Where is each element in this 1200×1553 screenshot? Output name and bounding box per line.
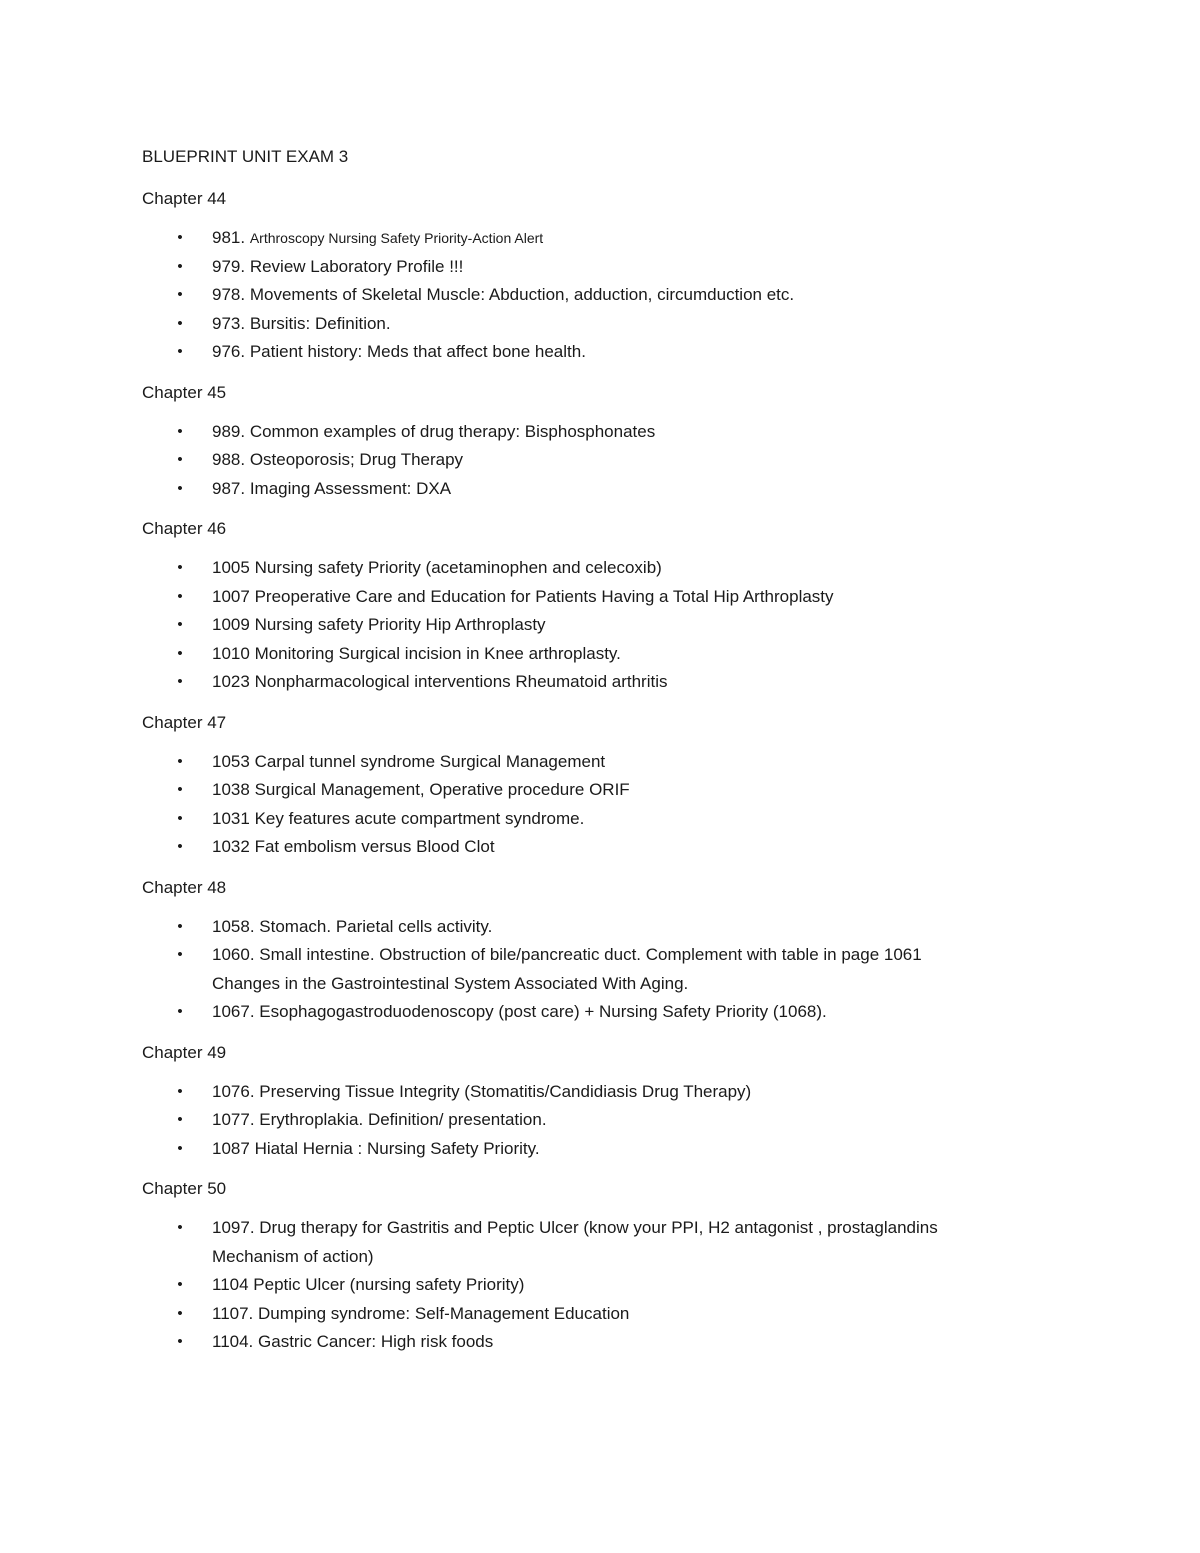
bullet-icon: • [177, 314, 183, 332]
chapter-item-list [142, 913, 1072, 1027]
item-text: Nursing safety Priority (acetaminophen and celecoxib) [254, 558, 662, 577]
item-text: Hiatal Hernia : Nursing Safety Priority. [254, 1138, 540, 1158]
page-number: 1010 [212, 643, 250, 663]
chapter-section [142, 1178, 1072, 1357]
list-item [142, 941, 1072, 998]
item-text: Nursing safety Priority Hip Arthroplasty [254, 615, 546, 634]
item-text: Carpal tunnel syndrome Surgical Management [254, 751, 606, 771]
bullet-icon: • [177, 838, 183, 855]
list-item [142, 338, 1072, 367]
item-text: Arthroscopy Nursing Safety Priority-Action Alert [249, 230, 544, 246]
item-text: Common examples of drug therapy: Bisphosphonates [249, 421, 656, 441]
bullet-icon: • [177, 1304, 183, 1322]
item-text: Preoperative Care and Education for Patients Having a Total Hip Arthroplasty [254, 586, 834, 606]
list-item [142, 833, 1072, 862]
chapter-section [142, 712, 1072, 862]
chapter-heading: Chapter 47 [142, 712, 227, 732]
page-number: 1107. [212, 1303, 254, 1323]
item-text: Osteoporosis; Drug Therapy [249, 450, 464, 469]
item-text: Esophagogastroduodenoscopy (post care) + Nursing Safety Priority (1068). [259, 1002, 827, 1021]
chapter-heading: Chapter 46 [142, 519, 227, 538]
page-number: 1067. [212, 1002, 255, 1021]
page-number: 1031 [212, 808, 250, 828]
chapter-heading: Chapter 48 [142, 877, 227, 897]
item-text: Imaging Assessment: DXA [249, 478, 452, 498]
bullet-icon: • [177, 422, 183, 440]
bullet-icon: • [177, 229, 183, 246]
page-number: 1104. [212, 1332, 254, 1351]
item-text-continuation: Changes in the Gastrointestinal System Associated With Aging. [212, 973, 689, 993]
item-text: Nonpharmacological interventions Rheumatoid arthritis [254, 672, 668, 691]
item-text: Monitoring Surgical incision in Knee arthroplasty. [254, 643, 621, 663]
bullet-icon: • [177, 587, 183, 605]
item-text: Small intestine. Obstruction of bile/pancreatic duct. Complement with table in page 1061 [259, 945, 922, 964]
page-number: 973. [212, 313, 246, 333]
item-text: Bursitis: Definition. [249, 313, 391, 333]
item-text: Patient history: Meds that affect bone health. [249, 342, 586, 361]
page-number: 1097. [212, 1218, 255, 1237]
item-text-continuation: Mechanism of action) [212, 1246, 374, 1266]
list-item [142, 1214, 1072, 1271]
page-number: 988. [212, 450, 246, 469]
page-number: 1104 [212, 1275, 249, 1294]
chapter-heading: Chapter 44 [142, 189, 227, 208]
bullet-icon: • [177, 257, 183, 275]
list-item [142, 1106, 1072, 1135]
item-text: Review Laboratory Profile !!! [249, 256, 464, 276]
page-number: 1009 [212, 615, 250, 634]
chapter-item-list [142, 224, 1072, 367]
page-number: 976. [212, 342, 246, 361]
page-number: 981. [212, 228, 246, 247]
list-item [142, 611, 1072, 640]
chapter-item-list [142, 1078, 1072, 1164]
page-number: 979. [212, 256, 246, 276]
item-text: Key features acute compartment syndrome. [254, 808, 585, 828]
item-text: Dumping syndrome: Self-Management Education [258, 1303, 630, 1323]
list-item [142, 418, 1072, 447]
page-number: 1032 [212, 837, 250, 856]
list-item [142, 310, 1072, 339]
bullet-icon: • [177, 343, 183, 360]
page-number: 1038 [212, 780, 250, 799]
page-number: 1023 [212, 672, 250, 691]
list-item [142, 805, 1072, 834]
bullet-icon: • [177, 451, 183, 468]
chapter-section [142, 1042, 1072, 1164]
chapter-heading: Chapter 45 [142, 382, 227, 402]
page-number: 1058. [212, 916, 255, 936]
chapter-section [142, 877, 1072, 1027]
page-number: 1077. [212, 1110, 255, 1129]
document-title: BLUEPRINT UNIT EXAM 3 [142, 147, 349, 166]
item-text: Drug therapy for Gastritis and Peptic Ulcer (know your PPI, H2 antagonist , prostaglandins [259, 1218, 938, 1237]
chapter-item-list [142, 554, 1072, 697]
page-number: 987. [212, 478, 246, 498]
chapter-list [142, 188, 1072, 1357]
item-text: Erythroplakia. Definition/ presentation. [259, 1110, 547, 1129]
chapter-item-list [142, 418, 1072, 504]
item-text: Movements of Skeletal Muscle: Abduction, adduction, circumduction etc. [249, 285, 795, 304]
bullet-icon: • [177, 917, 183, 935]
list-item [142, 281, 1072, 310]
list-item [142, 224, 1072, 253]
chapter-heading: Chapter 49 [142, 1042, 227, 1062]
list-item [142, 475, 1072, 504]
bullet-icon: • [177, 1219, 183, 1236]
page-number: 1007 [212, 586, 250, 606]
bullet-icon: • [177, 1276, 183, 1293]
chapter-item-list [142, 748, 1072, 862]
list-item [142, 668, 1072, 697]
list-item [142, 776, 1072, 805]
list-item [142, 554, 1072, 583]
list-item [142, 583, 1072, 612]
page-number: 1053 [212, 751, 250, 771]
bullet-icon: • [177, 1139, 183, 1157]
item-text: Peptic Ulcer (nursing safety Priority) [253, 1275, 525, 1294]
bullet-icon: • [177, 644, 183, 662]
bullet-icon: • [177, 1003, 183, 1020]
list-item [142, 253, 1072, 282]
bullet-icon: • [177, 1111, 183, 1128]
bullet-icon: • [177, 559, 183, 576]
list-item [142, 640, 1072, 669]
item-text: Surgical Management, Operative procedure ORIF [254, 780, 630, 799]
list-item [142, 998, 1072, 1027]
bullet-icon: • [177, 1333, 183, 1350]
list-item [142, 446, 1072, 475]
chapter-section [142, 518, 1072, 697]
list-item [142, 1300, 1072, 1329]
chapter-section [142, 188, 1072, 367]
list-item [142, 1078, 1072, 1107]
chapter-section [142, 382, 1072, 504]
list-item [142, 1271, 1072, 1300]
bullet-icon: • [177, 616, 183, 633]
page-number: 978. [212, 285, 246, 304]
page-number: 989. [212, 421, 246, 441]
bullet-icon: • [177, 946, 183, 963]
bullet-icon: • [177, 809, 183, 827]
page-number: 1005 [212, 558, 250, 577]
page-number: 1060. [212, 945, 255, 964]
page-number: 1087 [212, 1138, 250, 1158]
bullet-icon: • [177, 781, 183, 798]
bullet-icon: • [177, 1082, 183, 1100]
bullet-icon: • [177, 673, 183, 690]
item-text: Fat embolism versus Blood Clot [254, 837, 495, 856]
item-text: Preserving Tissue Integrity (Stomatitis/Candidiasis Drug Therapy) [259, 1081, 752, 1101]
page-number: 1076. [212, 1081, 255, 1101]
chapter-heading: Chapter 50 [142, 1179, 227, 1198]
item-text: Gastric Cancer: High risk foods [258, 1332, 494, 1351]
bullet-icon: • [177, 752, 183, 770]
bullet-icon: • [177, 286, 183, 303]
bullet-icon: • [177, 479, 183, 497]
list-item [142, 1135, 1072, 1164]
chapter-item-list [142, 1214, 1072, 1357]
list-item [142, 748, 1072, 777]
list-item [142, 1328, 1072, 1357]
item-text: Stomach. Parietal cells activity. [259, 916, 493, 936]
document-body [142, 146, 1072, 1372]
list-item [142, 913, 1072, 942]
